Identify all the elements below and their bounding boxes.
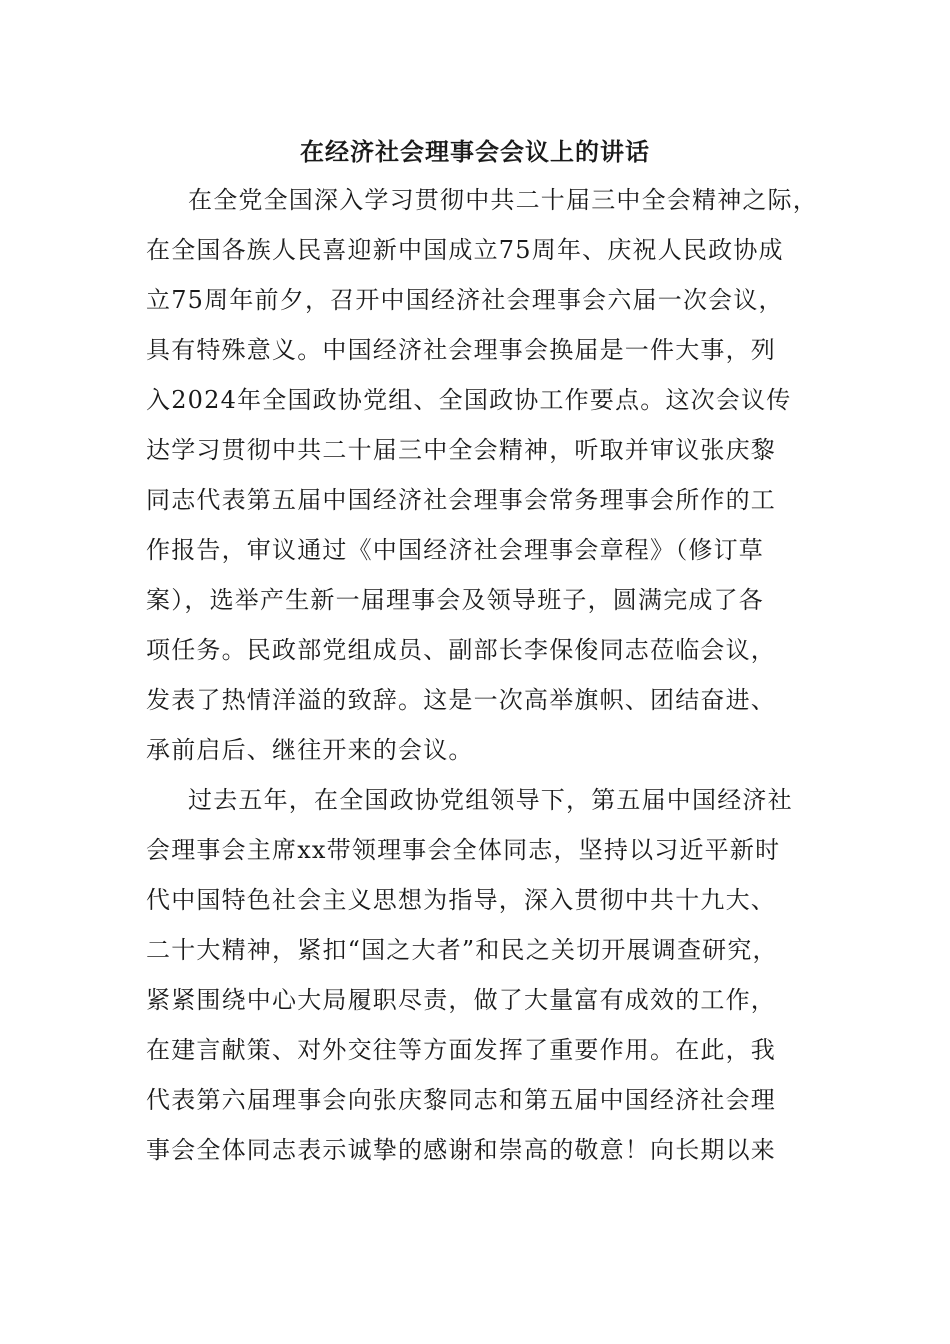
paragraph-1-line-9: 案），选举产生新一届理事会及领导班子，圆满完成了各	[146, 586, 764, 614]
paragraph-2-line-6: 在建言献策、对外交往等方面发挥了重要作用。在此，我	[146, 1036, 776, 1064]
paragraph-2-line-3: 代中国特色社会主义思想为指导，深入贯彻中共十九大、	[146, 886, 776, 914]
paragraph-2-line-4: 二十大精神，紧扣“国之大者”和民之关切开展调查研究，	[146, 936, 778, 964]
paragraph-1-line-11: 发表了热情洋溢的致辞。这是一次高举旗帜、团结奋进、	[146, 686, 776, 714]
paragraph-2-line-7: 代表第六届理事会向张庆黎同志和第五届中国经济社会理	[146, 1086, 776, 1114]
paragraph-1-line-7: 同志代表第五届中国经济社会理事会常务理事会所作的工	[146, 486, 776, 514]
paragraph-1-line-4: 具有特殊意义。中国经济社会理事会换届是一件大事，列	[146, 336, 776, 364]
paragraph-1-line-6: 达学习贯彻中共二十届三中全会精神，听取并审议张庆黎	[146, 436, 776, 464]
paragraph-1-line-1: 在全党全国深入学习贯彻中共二十届三中全会精神之际，	[188, 186, 818, 214]
paragraph-2-line-2: 会理事会主席xx带领理事会全体同志，坚持以习近平新时	[146, 836, 781, 864]
paragraph-1-line-12: 承前启后、继往开来的会议。	[146, 736, 474, 764]
paragraph-1-line-10: 项任务。民政部党组成员、副部长李保俊同志莅临会议，	[146, 636, 776, 664]
paragraph-2-line-8: 事会全体同志表示诚挚的感谢和崇高的敬意！向长期以来	[146, 1136, 776, 1164]
paragraph-1-line-2: 在全国各族人民喜迎新中国成立75周年、庆祝人民政协成	[146, 236, 784, 264]
paragraph-2-line-5: 紧紧围绕中心大局履职尽责，做了大量富有成效的工作，	[146, 986, 776, 1014]
paragraph-1-line-3: 立75周年前夕，召开中国经济社会理事会六届一次会议，	[146, 286, 784, 314]
document-title: 在经济社会理事会会议上的讲话	[300, 137, 650, 166]
paragraph-1-line-8: 作报告，审议通过《中国经济社会理事会章程》（修订草	[146, 536, 764, 564]
paragraph-1-line-5: 入2024年全国政协党组、全国政协工作要点。这次会议传	[146, 386, 792, 414]
paragraph-2-line-1: 过去五年，在全国政协党组领导下，第五届中国经济社	[188, 786, 793, 814]
